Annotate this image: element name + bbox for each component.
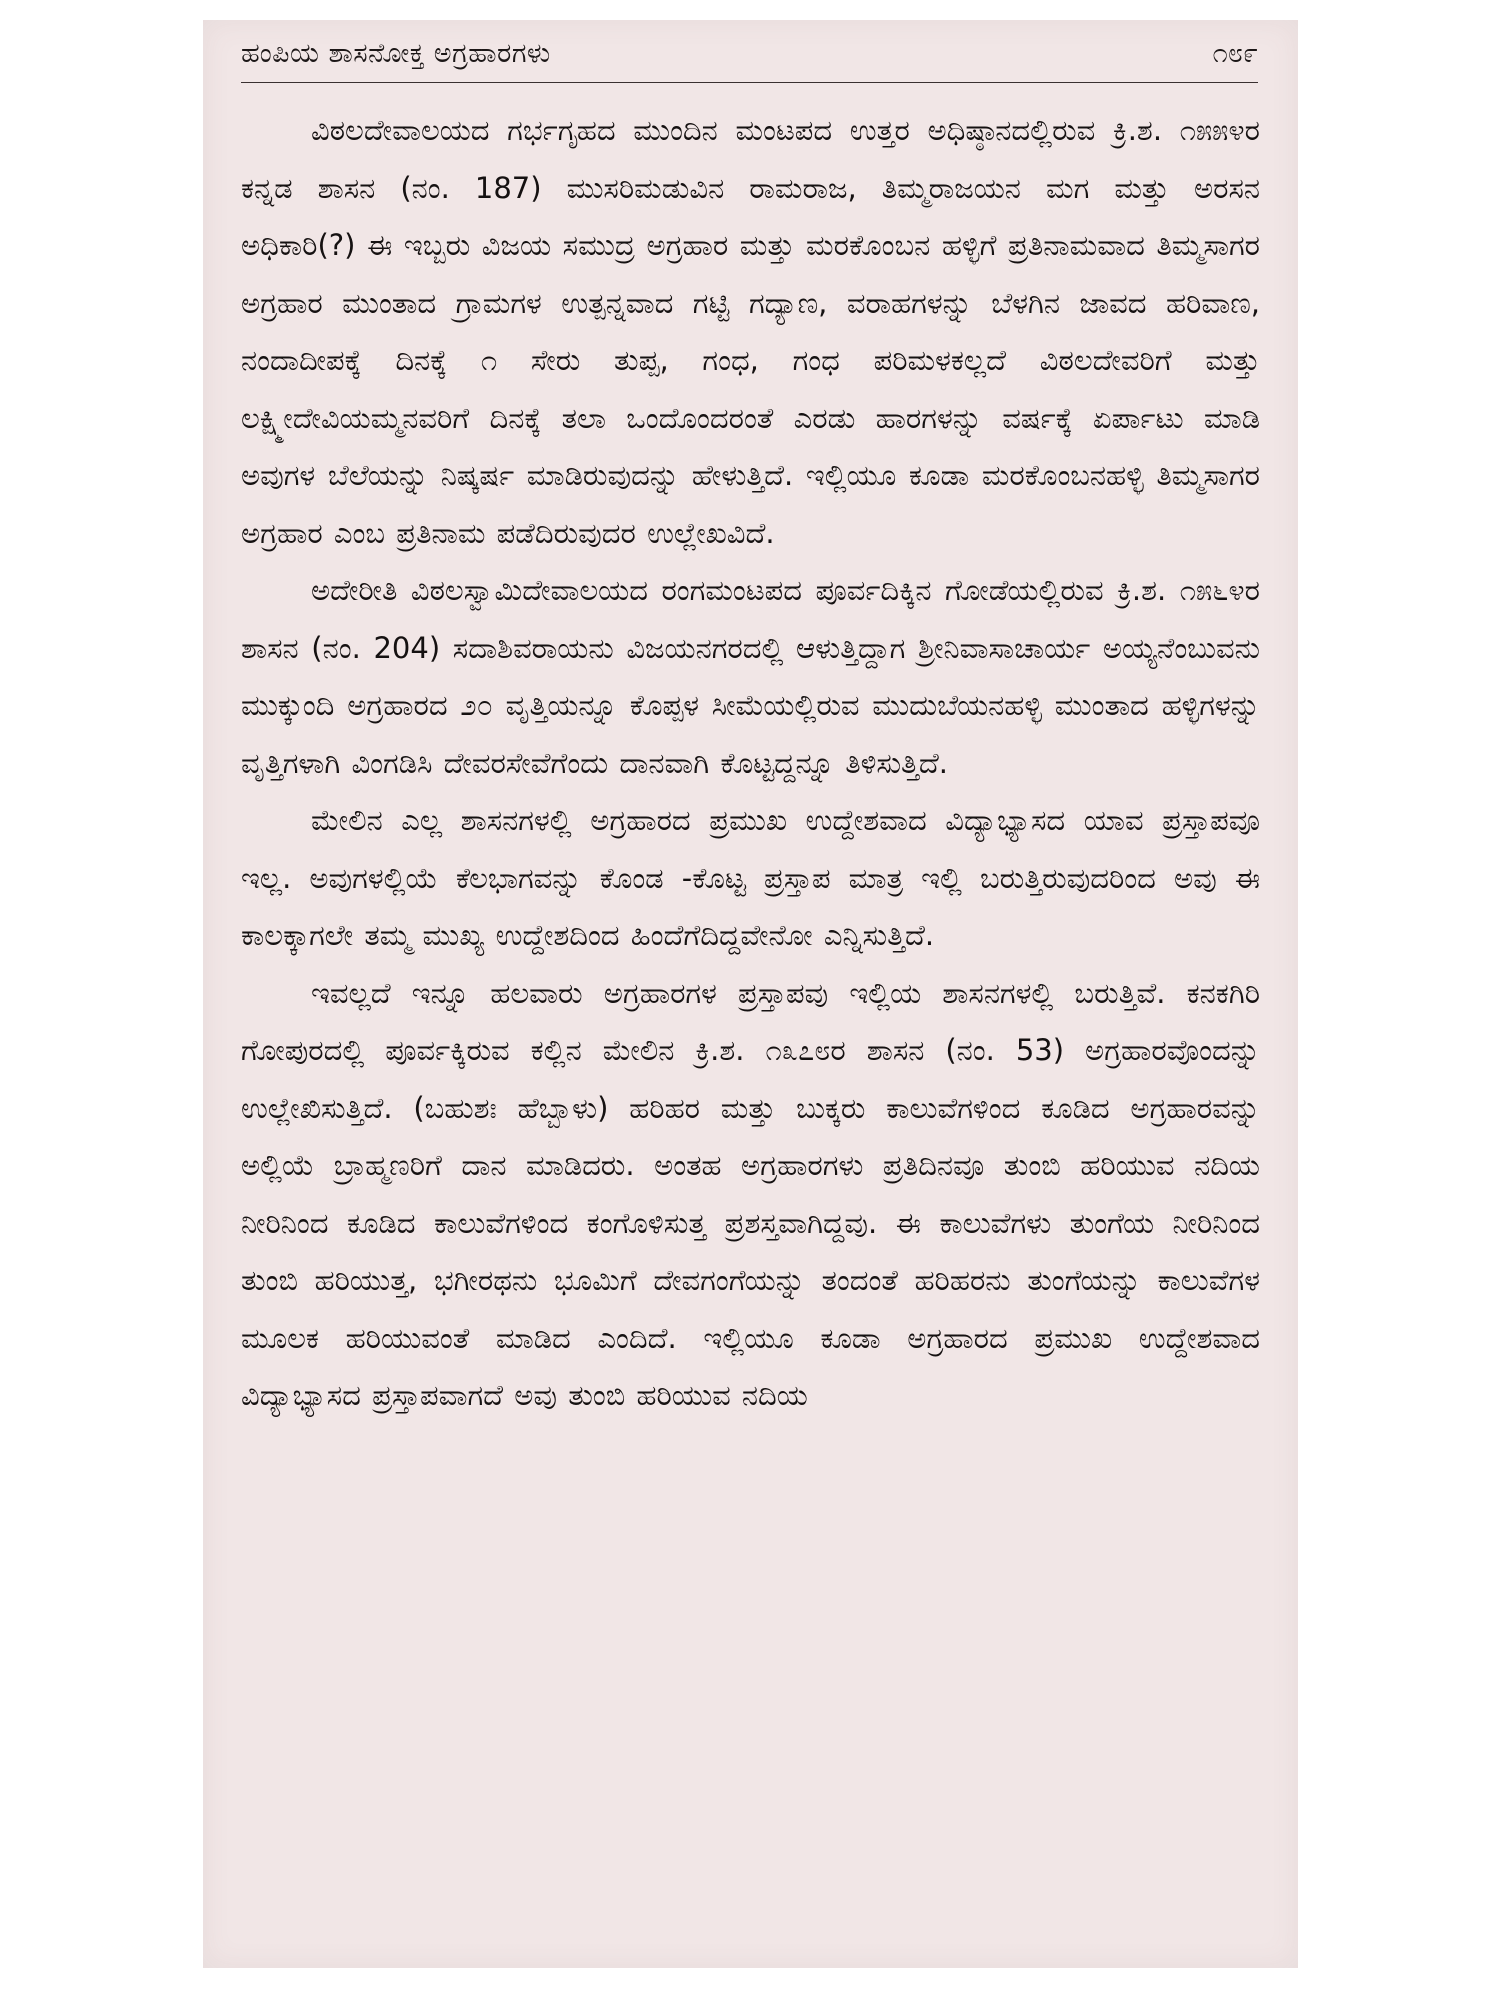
paragraph-4: ಇವಲ್ಲದೆ ಇನ್ನೂ ಹಲವಾರು ಅಗ್ರಹಾರಗಳ ಪ್ರಸ್ತಾಪವು ಇಲ್ಲಿಯ ಶಾಸನಗಳಲ್ಲಿ ಬರುತ್ತಿವೆ. ಕನಕಗಿರಿ ಗೋಪುರದಲ್ಲಿ ಪೂರ್ವಕ್ಕಿರುವ ಕಲ್ಲಿನ ಮೇಲಿನ ಕ್ರಿ.ಶ. ೧೩೭೮ರ ಶಾಸನ (ನಂ. 53) ಅಗ್ರಹಾರವೊಂದನ್ನು ಉಲ್ಲೇಖಿಸುತ್ತಿದೆ. (ಬಹುಶಃ ಹೆಬ್ಬಾಳು) ಹರಿಹರ ಮತ್ತು ಬುಕ್ಕರು ಕಾಲುವೆಗಳಿಂದ ಕೂಡಿದ ಅಗ್ರಹಾರವನ್ನು ಅಲ್ಲಿಯೆ ಬ್ರಾಹ್ಮಣರಿಗೆ ದಾನ ಮಾಡಿದರು. ಅಂತಹ ಅಗ್ರಹಾರಗಳು ಪ್ರತಿದಿನವೂ ತುಂಬಿ ಹರಿಯುವ ನದಿಯ ನೀರಿನಿಂದ ಕೂಡಿದ ಕಾಲುವೆಗಳಿಂದ ಕಂಗೊಳಿಸುತ್ತ ಪ್ರಶಸ್ತವಾಗಿದ್ದವು. ಈ ಕಾಲುವೆಗಳು ತುಂಗೆಯ ನೀರಿನಿಂದ ತುಂಬಿ ಹರಿಯುತ್ತ, ಭಗೀರಥನು ಭೂಮಿಗೆ ದೇವಗಂಗೆಯನ್ನು ತಂದಂತೆ ಹರಿಹರನು ತುಂಗೆಯನ್ನು ಕಾಲುವೆಗಳ ಮೂಲಕ ಹರಿಯುವಂತೆ ಮಾಡಿದ ಎಂದಿದೆ. ಇಲ್ಲಿಯೂ ಕೂಡಾ ಅಗ್ರಹಾರದ ಪ್ರಮುಖ ಉದ್ದೇಶವಾದ ವಿದ್ಯಾಭ್ಯಾಸದ ಪ್ರಸ್ತಾಪವಾಗದೆ ಅವು ತುಂಬಿ ಹರಿಯುವ ನದಿಯ	[241, 975, 1260, 1412]
page-number: ೧೮೯	[1212, 38, 1258, 69]
book-page	[203, 20, 1298, 1968]
paragraph-1: ವಿಠಲದೇವಾಲಯದ ಗರ್ಭಗೃಹದ ಮುಂದಿನ ಮಂಟಪದ ಉತ್ತರ ಅಧಿಷ್ಠಾನದಲ್ಲಿರುವ ಕ್ರಿ.ಶ. ೧೫೫೪ರ ಕನ್ನಡ ಶಾಸನ (ನಂ. 187) ಮುಸರಿಮಡುವಿನ ರಾಮರಾಜ, ತಿಮ್ಮರಾಜಯನ ಮಗ ಮತ್ತು ಅರಸನ ಅಧಿಕಾರಿ(?) ಈ ಇಬ್ಬರು ವಿಜಯ ಸಮುದ್ರ ಅಗ್ರಹಾರ ಮತ್ತು ಮರಕೊಂಬನ ಹಳ್ಳಿಗೆ ಪ್ರತಿನಾಮವಾದ ತಿಮ್ಮಸಾಗರ ಅಗ್ರಹಾರ ಮುಂತಾದ ಗ್ರಾಮಗಳ ಉತ್ಪನ್ನವಾದ ಗಟ್ಟಿ ಗದ್ಯಾಣ, ವರಾಹಗಳನ್ನು ಬೆಳಗಿನ ಜಾವದ ಹರಿವಾಣ, ನಂದಾದೀಪಕ್ಕೆ ದಿನಕ್ಕೆ ೧ ಸೇರು ತುಪ್ಪ, ಗಂಧ, ಗಂಧ ಪರಿಮಳಕಲ್ಲದೆ ವಿಠಲದೇವರಿಗೆ ಮತ್ತು ಲಕ್ಷ್ಮೀದೇವಿಯಮ್ಮನವರಿಗೆ ದಿನಕ್ಕೆ ತಲಾ ಒಂದೊಂದರಂತೆ ಎರಡು ಹಾರಗಳನ್ನು ವರ್ಷಕ್ಕೆ ಏರ್ಪಾಟು ಮಾಡಿ ಅವುಗಳ ಬೆಲೆಯನ್ನು ನಿಷ್ಕರ್ಷ ಮಾಡಿರುವುದನ್ನು ಹೇಳುತ್ತಿದೆ. ಇಲ್ಲಿಯೂ ಕೂಡಾ ಮರಕೊಂಬನಹಳ್ಳಿ ತಿಮ್ಮಸಾಗರ ಅಗ್ರಹಾರ ಎಂಬ ಪ್ರತಿನಾಮ ಪಡೆದಿರುವುದರ ಉಲ್ಲೇಖವಿದೆ.	[241, 113, 1260, 550]
page-body	[241, 102, 1260, 1425]
paragraph-2: ಅದೇರೀತಿ ವಿಠಲಸ್ವಾಮಿದೇವಾಲಯದ ರಂಗಮಂಟಪದ ಪೂರ್ವದಿಕ್ಕಿನ ಗೋಡೆಯಲ್ಲಿರುವ ಕ್ರಿ.ಶ. ೧೫೬೪ರ ಶಾಸನ (ನಂ. 204) ಸದಾಶಿವರಾಯನು ವಿಜಯನಗರದಲ್ಲಿ ಆಳುತ್ತಿದ್ದಾಗ ಶ್ರೀನಿವಾಸಾಚಾರ್ಯ ಅಯ್ಯನೆಂಬುವನು ಮುಕ್ಕುಂದಿ ಅಗ್ರಹಾರದ ೨೦ ವೃತ್ತಿಯನ್ನೂ ಕೊಪ್ಪಳ ಸೀಮೆಯಲ್ಲಿರುವ ಮುದುಬೆಯನಹಳ್ಳಿ ಮುಂತಾದ ಹಳ್ಳಿಗಳನ್ನು ವೃತ್ತಿಗಳಾಗಿ ವಿಂಗಡಿಸಿ ದೇವರಸೇವೆಗೆಂದು ದಾನವಾಗಿ ಕೊಟ್ಟದ್ದನ್ನೂ ತಿಳಿಸುತ್ತಿದೆ.	[241, 573, 1260, 780]
paragraph-3: ಮೇಲಿನ ಎಲ್ಲ ಶಾಸನಗಳಲ್ಲಿ ಅಗ್ರಹಾರದ ಪ್ರಮುಖ ಉದ್ದೇಶವಾದ ವಿದ್ಯಾಭ್ಯಾಸದ ಯಾವ ಪ್ರಸ್ತಾಪವೂ ಇಲ್ಲ. ಅವುಗಳಲ್ಲಿಯೆ ಕೆಲಭಾಗವನ್ನು ಕೊಂಡ -ಕೊಟ್ಟ ಪ್ರಸ್ತಾಪ ಮಾತ್ರ ಇಲ್ಲಿ ಬರುತ್ತಿರುವುದರಿಂದ ಅವು ಈ ಕಾಲಕ್ಕಾಗಲೇ ತಮ್ಮ ಮುಖ್ಯ ಉದ್ದೇಶದಿಂದ ಹಿಂದೆಗೆದಿದ್ದವೇನೋ ಎನ್ನಿಸುತ್ತಿದೆ.	[241, 803, 1260, 952]
running-title: ಹಂಪಿಯ ಶಾಸನೋಕ್ತ ಅಗ್ರಹಾರಗಳು	[241, 38, 551, 69]
running-header	[241, 30, 1258, 83]
